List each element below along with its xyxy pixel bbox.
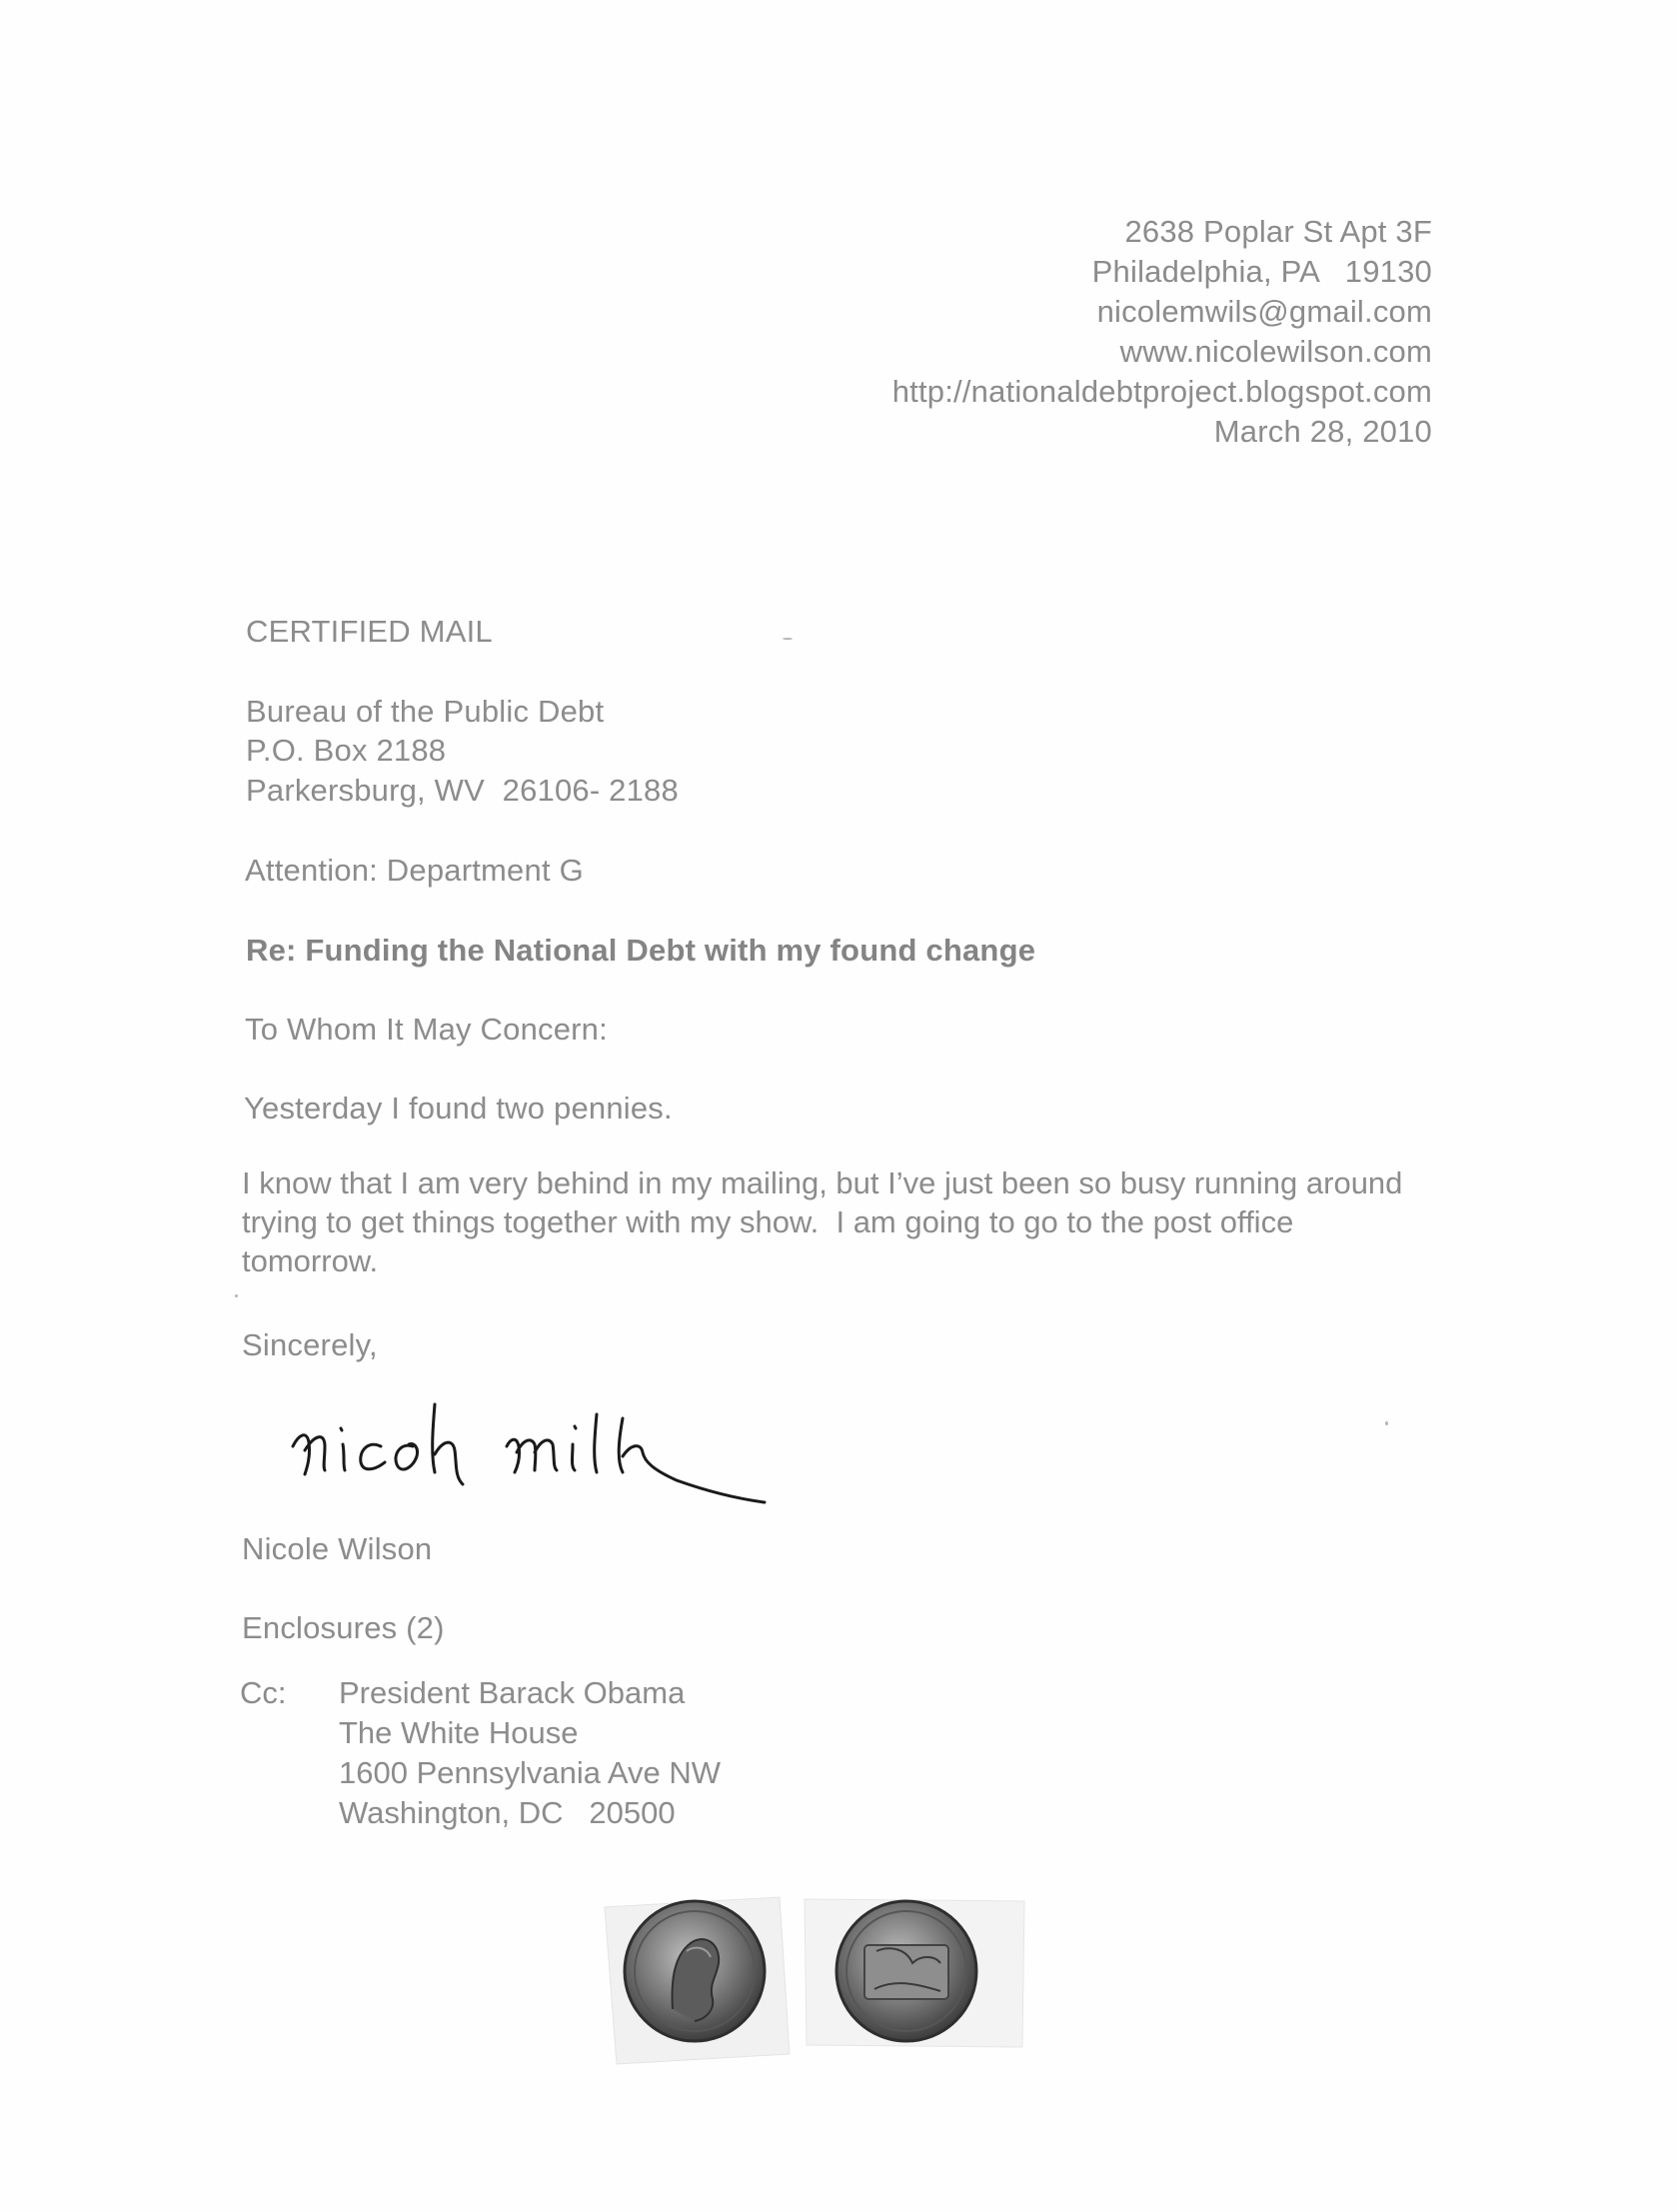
scan-speck bbox=[783, 638, 793, 640]
cc-name: President Barack Obama bbox=[339, 1675, 686, 1710]
letter-date: March 28, 2010 bbox=[1213, 414, 1432, 449]
body-paragraph-2: I know that I am very behind in my mailing, but I’ve just been so busy running around trying to get things together with my show. I am going to go to the post office tomorrow. bbox=[242, 1165, 1412, 1278]
handwritten-signature bbox=[285, 1384, 805, 1504]
mail-type: CERTIFIED MAIL bbox=[246, 614, 493, 649]
cc-org: The White House bbox=[339, 1715, 579, 1750]
attention-line: Attention: Department G bbox=[245, 853, 584, 888]
sender-city: Philadelphia, PA 19130 bbox=[1091, 254, 1432, 289]
salutation: To Whom It May Concern: bbox=[245, 1012, 608, 1047]
subject-line: Re: Funding the National Debt with my found change bbox=[246, 933, 1036, 968]
sender-blog: http://nationaldebtproject.blogspot.com bbox=[891, 374, 1432, 409]
scan-speck bbox=[1385, 1421, 1388, 1425]
signer-name: Nicole Wilson bbox=[242, 1531, 433, 1566]
cc-city: Washington, DC 20500 bbox=[339, 1795, 676, 1830]
scan-speck bbox=[235, 1294, 238, 1297]
penny-heads-icon bbox=[625, 1901, 765, 2041]
cc-label: Cc: bbox=[240, 1675, 287, 1710]
sender-website: www.nicolewilson.com bbox=[1119, 334, 1432, 369]
penny-tails-icon bbox=[837, 1901, 976, 2041]
taped-pennies bbox=[595, 1859, 1094, 2069]
body-paragraph-1: Yesterday I found two pennies. bbox=[244, 1091, 673, 1125]
sender-street: 2638 Poplar St Apt 3F bbox=[1124, 214, 1432, 249]
closing: Sincerely, bbox=[242, 1327, 378, 1362]
sender-email: nicolemwils@gmail.com bbox=[1096, 294, 1432, 329]
recipient-po-box: P.O. Box 2188 bbox=[246, 733, 447, 768]
recipient-city: Parkersburg, WV 26106- 2188 bbox=[246, 773, 679, 808]
recipient-name: Bureau of the Public Debt bbox=[246, 694, 605, 729]
sender-address-block bbox=[892, 212, 1432, 452]
cc-address-block bbox=[339, 1673, 721, 1833]
cc-street: 1600 Pennsylvania Ave NW bbox=[339, 1755, 721, 1790]
enclosures: Enclosures (2) bbox=[242, 1610, 445, 1645]
